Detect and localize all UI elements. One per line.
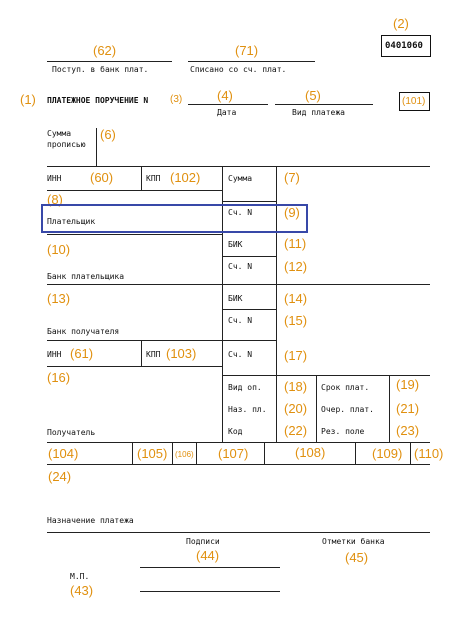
field-17[interactable]: (17) xyxy=(284,348,308,363)
label-amount: Сумма xyxy=(228,174,253,183)
field-7[interactable]: (7) xyxy=(284,170,300,185)
field-104[interactable]: (104) xyxy=(48,446,79,461)
field-108[interactable]: (108) xyxy=(295,445,326,460)
label-purpose-code: Наз. пл. xyxy=(228,405,267,414)
line-inn-row xyxy=(47,190,222,191)
divider-tax-1 xyxy=(132,442,133,464)
field-14[interactable]: (14) xyxy=(284,291,308,306)
field-44[interactable]: (44) xyxy=(196,548,220,563)
label-stamp: М.П. xyxy=(70,572,90,581)
field-9[interactable]: (9) xyxy=(284,205,300,220)
line-amount-bottom xyxy=(222,201,276,202)
label-amount-words-1: Сумма xyxy=(47,129,72,138)
divider-tax-2 xyxy=(172,442,173,464)
field-24[interactable]: (24) xyxy=(48,469,72,484)
field-107[interactable]: (107) xyxy=(218,446,249,461)
label-received-bank: Поступ. в банк плат. xyxy=(52,65,149,74)
field-19[interactable]: (19) xyxy=(396,377,420,392)
divider-inn-kpp-recipient xyxy=(141,340,142,366)
label-payer: Плательщик xyxy=(47,217,96,226)
label-recipient: Получатель xyxy=(47,428,96,437)
field-10[interactable]: (10) xyxy=(47,242,71,257)
field-106[interactable]: (106) xyxy=(175,450,194,459)
label-account-recipient-bank: Сч. N xyxy=(228,316,253,325)
field-62[interactable]: (62) xyxy=(93,43,117,58)
field-12[interactable]: (12) xyxy=(284,259,308,274)
field-18[interactable]: (18) xyxy=(284,379,308,394)
label-bank-marks: Отметки банка xyxy=(322,537,385,546)
label-payment-type: Вид платежа xyxy=(292,108,345,117)
field-6[interactable]: (6) xyxy=(100,127,116,142)
line-date xyxy=(188,104,268,105)
field-2: (2) xyxy=(393,16,409,31)
label-signatures: Подписи xyxy=(186,537,220,546)
label-account-recipient: Сч. N xyxy=(228,350,253,359)
line-account-recipient xyxy=(222,375,430,376)
label-kpp-payer: КПП xyxy=(146,174,161,183)
field-11[interactable]: (11) xyxy=(284,236,307,251)
field-105[interactable]: (105) xyxy=(137,446,168,461)
label-kpp-recipient: КПП xyxy=(146,350,161,359)
payer-highlight xyxy=(41,204,308,233)
label-bik-payer: БИК xyxy=(228,240,243,249)
label-pay-order: Очер. плат. xyxy=(321,405,374,414)
field-16[interactable]: (16) xyxy=(47,370,71,385)
field-13[interactable]: (13) xyxy=(47,291,71,306)
field-43: (43) xyxy=(70,583,94,598)
field-110[interactable]: (110) xyxy=(414,446,444,461)
label-bik-recipient: БИК xyxy=(228,294,243,303)
line-payer xyxy=(47,234,222,235)
field-21[interactable]: (21) xyxy=(396,401,420,416)
line-debited xyxy=(188,61,315,62)
signature-line-1 xyxy=(140,567,280,568)
label-pay-term: Срок плат. xyxy=(321,383,370,392)
label-inn-payer: ИНН xyxy=(47,174,62,183)
line-recipient-bank xyxy=(47,340,276,341)
line-payer-bank xyxy=(47,284,430,285)
line-purpose xyxy=(47,532,430,533)
label-inn-recipient: ИНН xyxy=(47,350,62,359)
label-date: Дата xyxy=(217,108,237,117)
divider-amount-words xyxy=(96,128,97,166)
field-4[interactable]: (4) xyxy=(217,88,233,103)
field-71[interactable]: (71) xyxy=(235,43,259,58)
divider-grid-1 xyxy=(316,375,317,442)
field-60[interactable]: (60) xyxy=(90,170,114,185)
label-account-payer: Сч. N xyxy=(228,208,253,217)
field-20[interactable]: (20) xyxy=(284,401,308,416)
divider-tax-4 xyxy=(264,442,265,464)
field-1: (1) xyxy=(20,92,36,107)
line-payment-type xyxy=(275,104,373,105)
form-code: 0401060 xyxy=(385,41,423,51)
field-3[interactable]: (3) xyxy=(170,94,183,105)
field-23[interactable]: (23) xyxy=(396,423,420,438)
field-5[interactable]: (5) xyxy=(305,88,321,103)
line-bik-recipient xyxy=(222,309,276,310)
label-recipient-bank: Банк получателя xyxy=(47,327,120,336)
field-45[interactable]: (45) xyxy=(345,550,369,565)
line-tax-row xyxy=(47,464,430,465)
label-amount-words-2: прописью xyxy=(47,140,86,149)
field-101[interactable]: (101) xyxy=(402,96,426,107)
label-purpose: Назначение платежа xyxy=(47,516,134,525)
label-debited: Списано со сч. плат. xyxy=(190,65,287,74)
label-op-type: Вид оп. xyxy=(228,383,262,392)
field-22[interactable]: (22) xyxy=(284,423,308,438)
field-102[interactable]: (102) xyxy=(170,170,201,185)
label-account-payer-bank: Сч. N xyxy=(228,262,253,271)
field-109[interactable]: (109) xyxy=(372,446,403,461)
line-recipient xyxy=(47,442,430,443)
divider-inn-kpp xyxy=(141,166,142,190)
label-code: Код xyxy=(228,427,243,436)
line-inn-recipient xyxy=(47,366,222,367)
field-8[interactable]: (8) xyxy=(47,192,63,207)
form-title: ПЛАТЕЖНОЕ ПОРУЧЕНИЕ N xyxy=(47,96,149,105)
field-61[interactable]: (61) xyxy=(70,346,94,361)
divider-tax-6 xyxy=(410,442,411,464)
divider-tax-5 xyxy=(355,442,356,464)
label-reserve: Рез. поле xyxy=(321,427,365,436)
line-received xyxy=(47,61,172,62)
signature-line-2 xyxy=(140,591,280,592)
field-103[interactable]: (103) xyxy=(166,346,197,361)
line-row-1 xyxy=(47,166,430,167)
field-15[interactable]: (15) xyxy=(284,313,308,328)
label-payer-bank: Банк плательщика xyxy=(47,272,125,281)
divider-tax-3 xyxy=(196,442,197,464)
line-bik-payer xyxy=(222,256,276,257)
divider-grid-2 xyxy=(389,375,390,442)
